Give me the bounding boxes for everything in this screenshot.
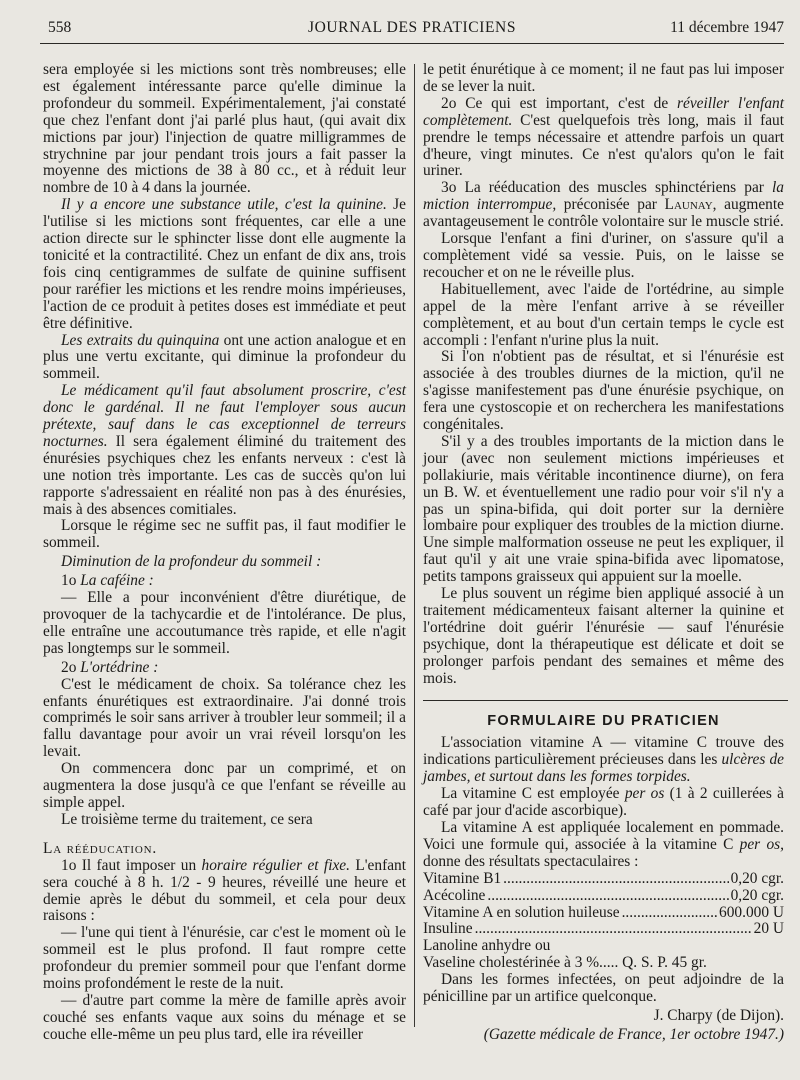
source-citation: (Gazette médicale de France, 1er octobre 1947.) [483, 1025, 784, 1043]
dot-leader [622, 905, 717, 922]
paragraph: 3o La rééducation des muscles sphinctériens par la miction interrompue, préconisée par Launay, augmente avantageusement le contrôle volontaire sur le muscle strié. [423, 179, 784, 231]
author-name: Launay [664, 196, 713, 214]
formulaire-title: FORMULAIRE DU PRATICIEN [487, 712, 720, 729]
issue-date: 11 décembre 1947 [670, 19, 784, 36]
paragraph: — l'une qui tient à l'énurésie, car c'est le moment où le sommeil est le plus profond. Il faut rompre cette profondeur du premier sommeil pour que l'enfant dorme moins profondément le reste de la nuit. [43, 924, 406, 993]
dot-leader [503, 871, 728, 888]
paragraph: La vitamine A est appliquée localement en pommade. Voici une formule qui, associée à la vitamine C per os, donne des résultats spectaculaires : [423, 818, 784, 870]
ingredient-quantity: 0,20 cgr. [730, 869, 784, 887]
paragraph: Lorsque l'enfant a fini d'uriner, on s'assure qu'il a complètement vidé sa vessie. Puis, on le laisse se recoucher et on ne le réveille plus. [423, 230, 784, 281]
paragraph: La vitamine C est employée per os (1 à 2 cuillerées à café par jour d'acide ascorbique). [423, 785, 784, 820]
header-rule [40, 43, 784, 44]
paragraph: — Elle a pour inconvénient d'être diurétique, de provoquer de la tachycardie et de l'intolérance. De plus, elle entraîne une accoutumance très rapide, et elle n'agit pas longtemps sur le sommeil. [43, 589, 406, 657]
ingredient-quantity: 0,20 cgr. [730, 886, 784, 904]
subheading: Diminution de la profondeur du sommeil : [61, 553, 322, 571]
signature: J. Charpy (de Dijon). [653, 1006, 784, 1024]
recipe-row [423, 871, 784, 888]
paragraph: — d'autre part comme la mère de famille après avoir couché ses enfants vaque aux soins du ménage et se couche elle-même un peu plus tard, elle ira réveiller [43, 991, 406, 1043]
paragraph: Habituellement, avec l'aide de l'ortédrine, au simple appel de la mère l'enfant arrive à se réveiller complètement, et au bout d'un certain temps le cycle est accompli : l'enfant n'urine plus la nuit. [423, 280, 784, 349]
running-header [40, 16, 784, 42]
paragraph: C'est le médicament de choix. Sa tolérance chez les enfants énurétiques est extraordinaire. J'ai donné trois comprimés le soir sans arriver à troubler leur sommeil; il a fallu davantage pour avoir un vrai réveil lorsqu'on les levait. [43, 675, 406, 761]
ingredient-name: Vitamine B1 [423, 869, 502, 887]
emphasis: Les extraits du quinquina [61, 331, 220, 349]
ingredient-quantity: 20 U [753, 920, 784, 938]
paragraph: le petit énurétique à ce moment; il ne faut pas lui imposer de se lever la nuit. [423, 61, 784, 95]
dot-leader [475, 921, 752, 938]
emphasis: horaire régulier et fixe. [201, 856, 350, 874]
paragraph: 1o Il faut imposer un horaire régulier et fixe. L'enfant sera couché à 8 h. 1/2 - 9 heures, réveillé une heure et demie après le début du sommeil, et cela pour deux raisons : [43, 856, 406, 925]
emphasis: per os, [739, 835, 784, 853]
paragraph: Il y a encore une substance utile, c'est la quinine. Je l'utilise si les mictions sont fréquentes, car elle a une action directe sur le sphincter lisse dont elle augmente la tonicité et la contractilité. Chez un enfant de dix ans, trois fois cinq centigrammes de sulfate de quinine suffisent pour raréfier les mictions et les rendre moins impérieuses, l'action de ce produit à petites doses est immédiate et peut être définitive. [43, 196, 406, 332]
paragraph: On commencera donc par un comprimé, et on augmentera la dose jusqu'à ce que l'enfant se réveille au simple appel. [43, 760, 406, 811]
section-rule [423, 700, 788, 701]
ingredient-name: Vitamine A en solution huileuse [423, 903, 620, 921]
ingredient-quantity: 600.000 U [719, 903, 784, 921]
emphasis: réveiller l'enfant complètement. [423, 94, 784, 129]
paragraph: Dans les formes infectées, on peut adjoindre de la pénicilline par un artifice quelconque. [423, 971, 784, 1006]
paragraph: Lorsque le régime sec ne suffit pas, il faut modifier le sommeil. [43, 517, 406, 552]
emphasis: per os [624, 785, 665, 803]
dot-leader [487, 888, 728, 905]
paragraph: Le médicament qu'il faut absolument proscrire, c'est donc le gardénal. Il ne faut l'employer sous aucun prétexte, sauf dans le cas exceptionnel de terreurs nocturnes. Il sera également éliminé du traitement des énurésies psychiques chez les enfants nerveux : c'est là une notion très importante. Les cas de succès qu'on lui rapporte s'adressaient en réalité non pas à des énurésies, mais à des absences comitiales. [43, 382, 406, 518]
emphasis: Le médicament qu'il faut absolument proscrire, c'est donc le gardénal. Il ne faut l'employer sous aucun prétexte, sauf dans le cas exceptionnel de terreurs nocturnes. [43, 382, 406, 450]
section-heading: La rééducation. [43, 839, 158, 857]
paragraph: Le plus souvent un régime bien appliqué associé à un traitement médicamenteux faisant alterner la quinine et l'ortédrine doit guérir l'énurésie — sauf l'énurésie psychique, dont la thérapeutique est délicate et doit se prolonger parfois pendant des semaines et même des mois. [423, 585, 784, 687]
emphasis: la miction interrompue, [423, 179, 784, 214]
ingredient-name: Insuline [423, 920, 473, 938]
journal-title: JOURNAL DES PRATICIENS [307, 19, 517, 36]
recipe-row [423, 888, 784, 905]
emphasis: ulcères de jambes, et surtout dans les formes torpides. [423, 751, 785, 786]
paragraph: Le troisième terme du traitement, ce sera [61, 810, 313, 828]
paragraph: Les extraits du quinquina ont une action analogue et en plus une vertu excitante, qui diminue la profondeur du sommeil. [43, 331, 406, 383]
recipe-line: Lanoline anhydre ou [423, 937, 551, 955]
recipe-row [423, 921, 784, 938]
page-number: 558 [48, 19, 72, 36]
subheading: 1o La caféine : [61, 572, 154, 590]
recipe-row [423, 905, 784, 922]
left-column [43, 62, 406, 1044]
recipe-list [423, 871, 784, 972]
emphasis: Il y a encore une substance utile, c'est la quinine. [61, 196, 387, 214]
paragraph: 2o Ce qui est important, c'est de réveiller l'enfant complètement. C'est quelquefois très long, mais il faut prendre le temps nécessaire et attendre parfois un quart d'heure, vingt minutes. Ce n'est qu'alors qu'on le fait uriner. [423, 94, 784, 180]
paragraph: L'association vitamine A — vitamine C trouve des indications particulièrement précieuses dans les ulcères de jambes, et surtout dans les formes torpides. [423, 734, 785, 786]
ingredient-name: Acécoline [423, 886, 486, 904]
recipe-line: Vaseline cholestérinée à 3 %..... Q. S. P. 45 gr. [423, 954, 707, 972]
paragraph: S'il y a des troubles importants de la miction dans le jour (avec non seulement mictions impérieuses et pollakiurie, mais véritable incontinence diurne), on fera un B. W. et éventuellement une radio pour voir s'il n'y a pas un spina-bifida, qui doit porter sur la dernière lombaire pour expliquer des troubles de la miction diurne. Une simple malformation osseuse ne peut les expliquer, il faut qu'il y ait une vraie spina-bifida avec lipomatose, petits tampons graisseux qui appuient sur la moelle. [423, 432, 784, 586]
paragraph: Si l'on n'obtient pas de résultat, et si l'énurésie est associée à des troubles diurnes de la miction, qu'il ne s'agisse manifestement pas d'une énurésie psychique, on fera une cystoscopie et on recherchera les manifestations congénitales. [423, 348, 784, 434]
formulaire-section [423, 713, 784, 1044]
column-divider [414, 64, 415, 1027]
paragraph: sera employée si les mictions sont très nombreuses; elle est également intéressante parce qu'elle diminue la profondeur du sommeil. Expérimentalement, j'ai constaté que chez l'enfant dont j'ai parlé plus haut, (qui avait dix mictions par jour) l'injection de quatre milligrammes de strychnine par jour pendant trois jours a fait passer la moyenne des mictions de 38 à 80 cc., et à réduit leur nombre de 10 à 4 dans la journée. [43, 61, 406, 197]
subheading: 2o L'ortédrine : [61, 658, 159, 676]
right-column [423, 62, 784, 1044]
